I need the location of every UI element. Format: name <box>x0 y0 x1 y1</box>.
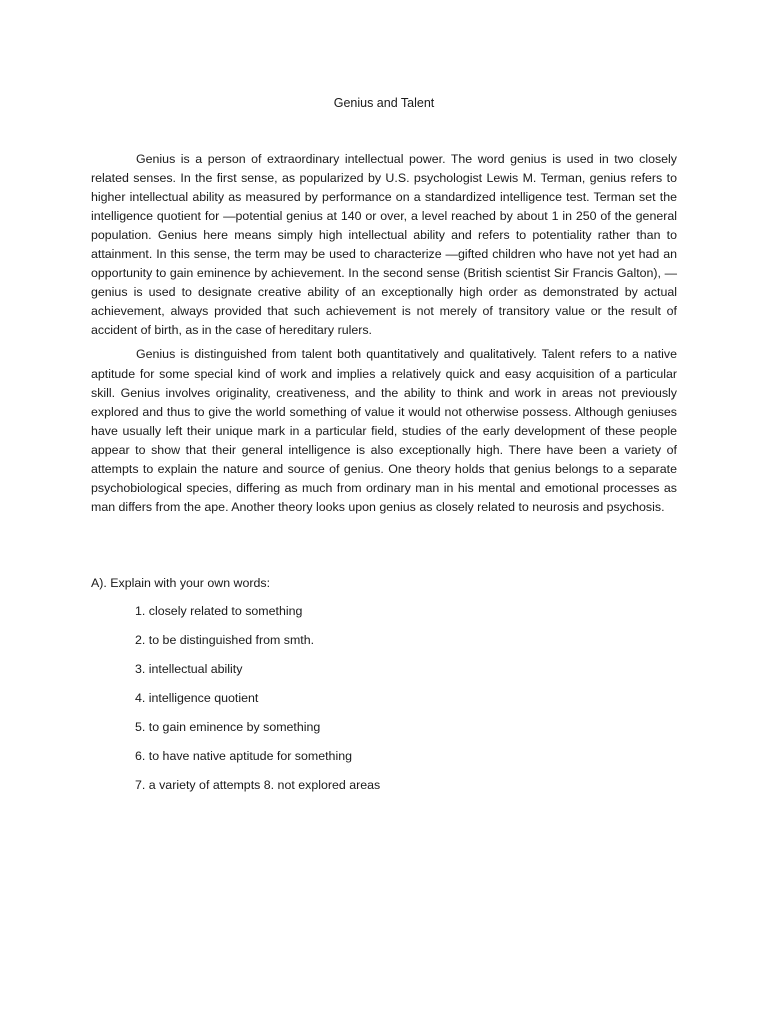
exercise-section <box>91 574 677 805</box>
body-text <box>91 150 677 522</box>
exercise-item-1: 1. closely related to something <box>135 604 303 618</box>
exercise-item-3: 3. intellectual ability <box>135 662 243 676</box>
exercise-item-5: 5. to gain eminence by something <box>135 720 321 734</box>
paragraph-2: Genius is distinguished from talent both quantitatively and qualitatively. Talent refers to a native aptitude for some special kind of work and implies a relatively quick and easy acquisition of a particular skill. Genius involves originality, creativeness, and the ability to think and work in areas not previously explored and thus to give the world something of value it would not otherwise possess. Although geniuses have usually left their unique mark in a particular field, studies of the early development of these people appear to show that their general intelligence is also exceptionally high. There have been a variety of attempts to explain the nature and source of genius. One theory holds that genius belongs to a separate psychobiological species, differing as much from ordinary man in his mental and emotional processes as man differs from the ape. Another theory looks upon genius as closely related to neurosis and psychosis. <box>91 347 677 514</box>
exercise-item-7: 7. a variety of attempts 8. not explored areas <box>135 778 381 792</box>
exercise-item-6: 6. to have native aptitude for something <box>135 749 352 763</box>
exercise-item-4: 4. intelligence quotient <box>135 691 259 705</box>
paragraph-1: Genius is a person of extraordinary intellectual power. The word genius is used in two closely related senses. In the first sense, as popularized by U.S. psychologist Lewis M. Terman, genius refers to higher intellectual ability as measured by performance on a standardized intelligence test. Terman set the intelligence quotient for —potential genius at 140 or over, a level reached by about 1 in 250 of the general population. Genius here means simply high intellectual ability and refers to potentiality rather than to attainment. In this sense, the term may be used to characterize —gifted children who have not yet had an opportunity to gain eminence by achievement. In the second sense (British scientist Sir Francis Galton), —genius is used to designate creative ability of an exceptionally high order as demonstrated by actual achievement, always provided that such achievement is not merely of transitory value or the result of accident of birth, as in the case of hereditary rulers. <box>91 152 677 338</box>
exercise-heading: A). Explain with your own words: <box>91 576 271 590</box>
page-title: Genius and Talent <box>333 96 435 110</box>
exercise-list <box>91 602 677 795</box>
exercise-item-2: 2. to be distinguished from smth. <box>135 633 315 647</box>
